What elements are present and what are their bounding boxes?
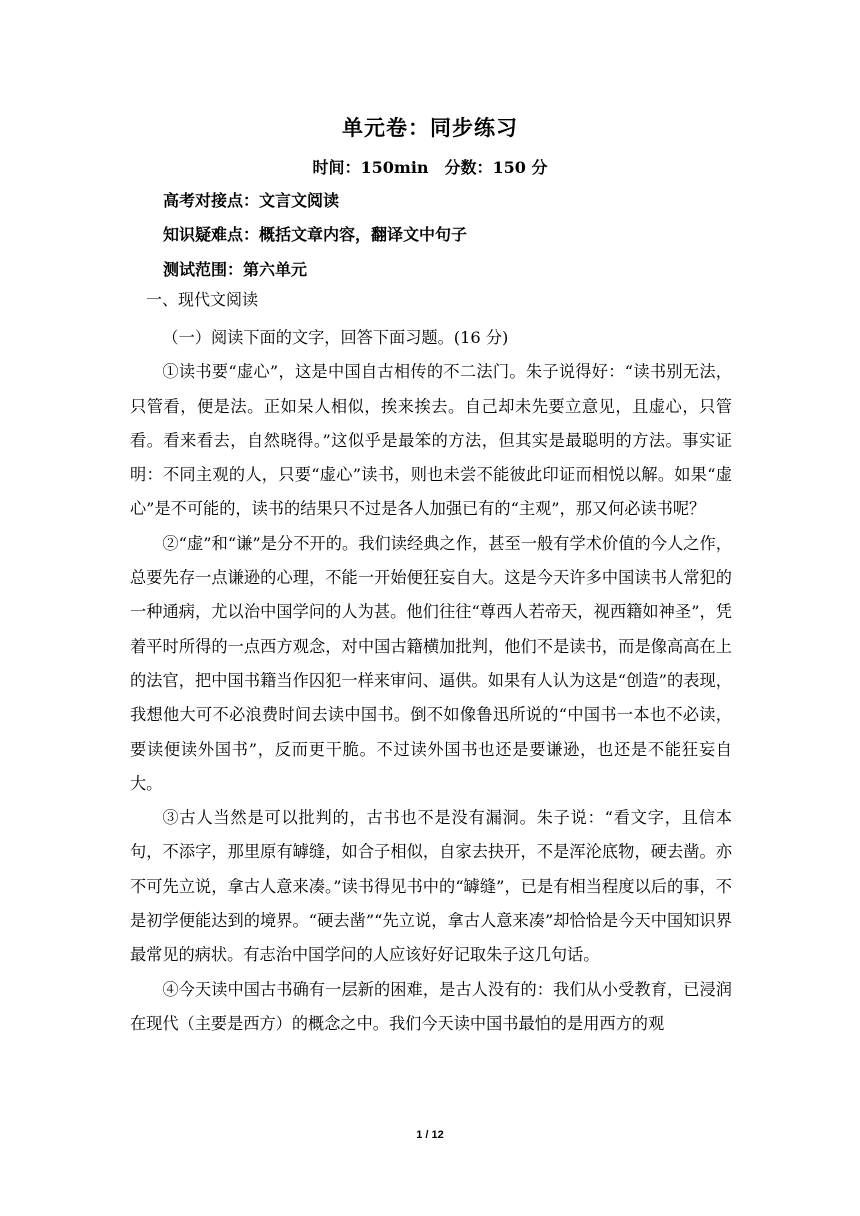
difficulty-line: 知识疑难点：概括文章内容，翻译文中句子 <box>163 225 468 244</box>
question-intro: （一）阅读下面的文字，回答下面习题。(16 分) <box>162 328 509 347</box>
test-scope-line: 测试范围：第六单元 <box>163 260 308 279</box>
exam-point-line: 高考对接点：文言文阅读 <box>163 191 340 210</box>
page-number: 1 / 12 <box>416 1129 444 1141</box>
document-title: 单元卷：同步练习 <box>342 115 518 140</box>
time-and-score: 时间：150min 分数：150 分 <box>312 158 548 177</box>
reading-passage <box>130 321 732 1041</box>
passage-paragraph-4: ④今天读中国古书确有一层新的困难，是古人没有的：我们从小受教育，已浸润在现代（主要是西方）的概念之中。我们今天读中国书最怕的是用西方的观 <box>130 979 732 1033</box>
section-heading: 一、现代文阅读 <box>146 290 259 309</box>
passage-paragraph-1: ①读书要“虚心”，这是中国自古相传的不二法门。朱子说得好：“读书别无法，只管看，便是法。正如呆人相似，挨来挨去。自己却未先要立意见，且虚心，只管看。看来看去，自然晓得。”这似乎是最笨的方法，但其实是最聪明的方法。事实证明：不同主观的人，只要“虚心”读书，则也未尝不能彼此印证而相悦以解。如果“虚心”是不可能的，读书的结果只不过是各人加强已有的“主观”，那又何必读书呢？ <box>130 362 732 519</box>
passage-paragraph-2: ②“虚”和“谦”是分不开的。我们读经典之作，甚至一般有学术价值的今人之作，总要先存一点谦逊的心理，不能一开始便狂妄自大。这是今天许多中国读书人常犯的一种通病，尤以治中国学问的人为甚。他们往往“尊西人若帝天，视西籍如神圣”，凭着平时所得的一点西方观念，对中国古籍横加批判，他们不是读书，而是像高高在上的法官，把中国书籍当作囚犯一样来审问、逼供。如果有人认为这是“创造”的表现，我想他大可不必浪费时间去读中国书。倒不如像鲁迅所说的“中国书一本也不必读，要读便读外国书”，反而更干脆。不过读外国书也还是要谦逊，也还是不能狂妄自大。 <box>130 533 732 793</box>
passage-paragraph-3: ③古人当然是可以批判的，古书也不是没有漏洞。朱子说：“看文字，且信本句，不添字，那里原有罅缝，如合子相似，自家去抉开，不是浑沦底物，硬去凿。亦不可先立说，拿古人意来凑。”读书得见书中的“罅缝”，已是有相当程度以后的事，不是初学便能达到的境界。“硬去凿”“先立说，拿古人意来凑”却恰恰是今天中国知识界最常见的病状。有志治中国学问的人应该好好记取朱子这几句话。 <box>130 808 732 965</box>
